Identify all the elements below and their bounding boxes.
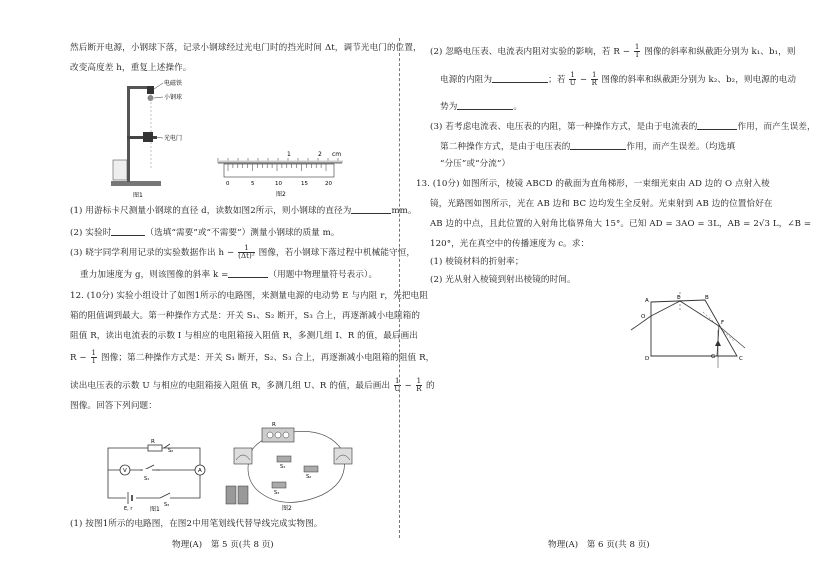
question-3-cont: “分压”或“分流”） <box>440 159 511 169</box>
question-3: (3) 若考虑电流表、电压表的内阻，第一种操作方式，是由于电流表的 作用，而产生误差， <box>430 122 816 132</box>
problem-12-line: 箱的阻值调到最大。第一种操作方式是：开关 S₁、S₂ 断开，S₃ 合上，再逐渐减小电阻箱的 <box>70 311 421 321</box>
svg-text:S₂: S₂ <box>168 448 174 454</box>
question-2-cont: 电源的内阻为 ；若 $\frac{1}{U}$ − $\frac{1}{R}$ 图像的斜率和纵截距分别为 k₂、b₂，则电源的电动 <box>440 71 797 87</box>
svg-text:O: O <box>641 314 646 320</box>
answer-blank[interactable] <box>570 140 626 150</box>
vernier-figure <box>212 148 348 198</box>
problem-12-line: 12. (10分) 实验小组设计了如图1所示的电路图，来测量电源的电动势 E 与内阻 r，先把电阻 <box>70 291 428 301</box>
problem-13-line: 13. (10分) 如图所示，棱镜 ABCD 的截面为直角梯形，一束细光束由 AD 边的 O 点射入棱 <box>416 179 770 189</box>
svg-text:图2: 图2 <box>282 505 292 512</box>
voltmeter-device <box>234 448 252 464</box>
label-electromagnet: 电磁铁 <box>164 80 183 87</box>
circuit-diagram <box>100 440 210 512</box>
answer-blank[interactable] <box>457 100 513 110</box>
vernier-num: 20 <box>325 181 332 187</box>
svg-text:R: R <box>272 422 276 428</box>
question-3-cont: 第二种操作方式，是由于电压表的 作用，而产生误差。（均选填 <box>440 142 736 152</box>
svg-text:R: R <box>151 439 155 445</box>
photogate <box>143 132 153 142</box>
question-3-cont: 重力加速度为 g，则该图像的斜率 k = （用题中物理量符号表示）。 <box>80 270 378 280</box>
svg-text:S₁: S₁ <box>280 464 286 470</box>
fig1-caption: 图1 <box>133 192 143 199</box>
problem-13-line: AB 边的中点，且此位置的入射角比临界角大 15°。已知 AD = 3AO = 3L，AB = 2√3 L，∠B = <box>430 219 812 229</box>
svg-text:D: D <box>645 356 650 362</box>
question-2: (2) 实验时 （选填“需要”或“不需要”）测量小钢球的质量 m。 <box>70 228 340 238</box>
svg-text:S₃: S₃ <box>274 490 280 496</box>
switch-s3-device <box>272 482 286 488</box>
unit-label: cm <box>332 151 342 158</box>
svg-text:E, r: E, r <box>124 506 133 512</box>
problem-12-line: 阻值 R，读出电流表的示数 I 与相应的电阻箱接入阻值 R，多测几组 I、R 的值，最后画出 <box>70 331 418 341</box>
question-1: (1) 用游标卡尺测量小钢球的直径 d，读数如图2所示，则小钢球的直径为 mm。 <box>70 206 417 216</box>
vernier-scale <box>224 164 334 177</box>
prism-outline <box>651 300 737 356</box>
svg-text:V: V <box>123 468 127 474</box>
electromagnet <box>147 86 154 94</box>
stand-pole <box>127 86 130 182</box>
main-scale-num: 1 <box>287 151 291 158</box>
svg-text:图1: 图1 <box>150 506 160 513</box>
problem-12-line: 读出电压表的示数 U 与相应的电阻箱接入阻值 R，多测几组 U、R 的值，最后画出 $\frac{1}{U}$ − $\frac{1}{R}$ 的 <box>70 377 435 393</box>
answer-blank[interactable] <box>351 204 391 214</box>
svg-text:A: A <box>198 468 202 474</box>
resistor-box <box>148 445 162 451</box>
problem-13-line: 120°，光在真空中的传播速度为 c。求： <box>430 239 590 249</box>
ammeter-device <box>334 448 352 464</box>
problem-12-line: R − $\frac{1}{I}$ 图像；第二种操作方式是：开关 S₁ 断开，S₂、S₃ 合上，再逐渐减小电阻箱的阻值 R， <box>70 349 435 365</box>
svg-text:S₂: S₂ <box>306 474 312 480</box>
text-line: 然后断开电源，小钢球下落，记录小钢球经过光电门时的挡光时间 Δt，调节光电门的位置， <box>70 43 422 53</box>
switch-s1-device <box>277 456 291 462</box>
fig2-caption: 图2 <box>276 191 286 198</box>
answer-blank[interactable] <box>228 268 268 278</box>
battery-device <box>226 486 236 504</box>
problem-12-line: 图像。回答下列问题： <box>70 401 157 411</box>
prism-diagram <box>625 290 755 370</box>
fraction: $\frac{1}{I}$ <box>634 43 640 59</box>
fraction: $\frac{1}{U}$ <box>394 377 401 393</box>
svg-text:S₃: S₃ <box>164 502 170 508</box>
page-footer: 物理(A) 第 5 页(共 8 页) <box>172 540 274 550</box>
physical-circuit <box>222 420 362 516</box>
vernier-num: 0 <box>226 181 230 187</box>
steel-ball <box>148 95 154 101</box>
apparatus-figure <box>105 80 205 200</box>
fraction: $\frac{1}{R}$ <box>591 71 597 87</box>
svg-text:C: C <box>739 356 743 362</box>
vernier-num: 15 <box>301 181 308 187</box>
label-gate: 光电门 <box>164 135 183 142</box>
svg-text:F: F <box>721 320 725 326</box>
svg-text:B: B <box>705 295 709 301</box>
problem-13-q1: (1) 棱镜材料的折射率； <box>430 257 524 267</box>
vernier-num: 5 <box>251 181 255 187</box>
label-ball: 小钢球 <box>164 94 183 101</box>
fraction: $\frac{1}{U}$ <box>569 71 576 87</box>
svg-text:S₁: S₁ <box>144 476 150 482</box>
main-scale-num: 2 <box>318 151 322 158</box>
answer-blank[interactable] <box>111 226 145 236</box>
question-3: (3) 晓宇同学利用记录的实验数据作出 h − $\frac{1}{\text{(Δt)²}}$ 图像，若小钢球下落过程中机械能守恒， <box>70 244 416 260</box>
svg-text:G: G <box>711 354 716 360</box>
answer-blank[interactable] <box>697 120 737 130</box>
problem-13-line: 镜，光路图如图所示，光在 AB 边和 BC 边均发生全反射。光束射到 AB 边的位置恰好在 <box>430 199 773 209</box>
column-divider <box>399 38 400 538</box>
answer-blank[interactable] <box>492 73 548 83</box>
problem-13-q2: (2) 光从射入棱镜到射出棱镜的时间。 <box>430 275 576 285</box>
fraction: $\frac{1}{\text{(Δt)²}}$ <box>238 244 255 260</box>
fraction: $\frac{1}{I}$ <box>91 349 97 365</box>
fraction: $\frac{1}{R}$ <box>416 377 422 393</box>
question-12-1: (1) 按图1所示的电路图，在图2中用笔划线代替导线完成实物图。 <box>70 519 323 529</box>
vernier-num: 10 <box>275 181 282 187</box>
svg-text:A: A <box>645 298 649 304</box>
switch-s2-device <box>304 466 318 472</box>
question-2: (2) 忽略电压表、电流表内阻对实验的影响，若 R − $\frac{1}{I}$ 图像的斜率和纵截距分别为 k₁、b₁，则 <box>430 43 796 59</box>
svg-text:E: E <box>677 295 681 301</box>
question-2-cont: 势为 。 <box>440 102 523 112</box>
text-line: 改变高度差 h，重复上述操作。 <box>70 63 192 73</box>
page-footer: 物理(A) 第 6 页(共 8 页) <box>548 540 650 550</box>
base <box>111 181 161 186</box>
